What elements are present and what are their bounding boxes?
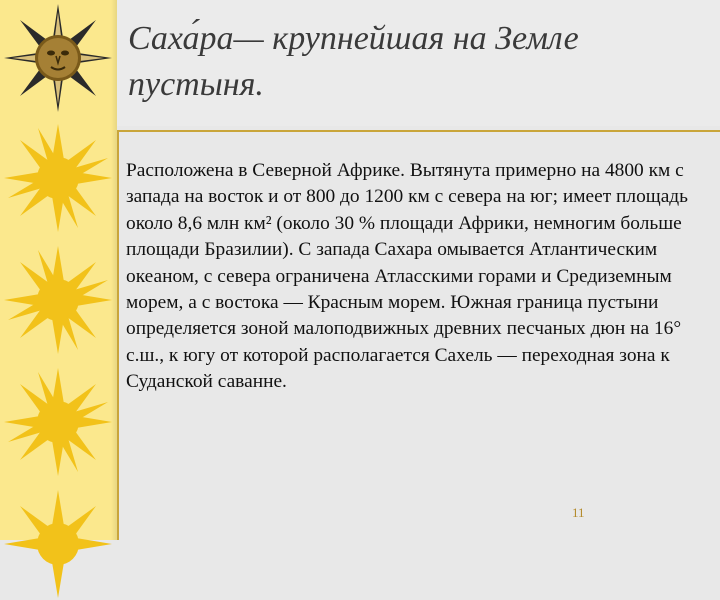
horizontal-divider bbox=[117, 130, 720, 132]
decorative-sidebar bbox=[0, 0, 117, 540]
slide-body-text: Расположена в Северной Африке. Вытянута примерно на 4800 км с запада на восток и от 800 до 1200 км с севера на юг; имеет площадь около 8,6 млн км² (около 30 % площади Африки, немногим больше площади Бразилии). С запада Сахара омывается Атлантическим океаном, с севера ограничена Атласскими горами и Средиземным морем, а с востока — Красным морем. Южная граница пустыни определяется зоной малоподвижных древних песчаных дюн на 16° с.ш., к югу от которой располагается Сахель — переходная зона к Суданской саванне. bbox=[126, 160, 689, 393]
vertical-divider bbox=[117, 132, 119, 540]
sun-icon bbox=[2, 366, 114, 478]
sun-icon bbox=[2, 488, 114, 600]
sun-icon bbox=[2, 122, 114, 234]
sun-icon bbox=[2, 244, 114, 356]
page-number: 11 bbox=[572, 505, 585, 520]
sun-face-icon bbox=[2, 2, 114, 114]
slide-title: Саха́ра— крупнейшая на Земле пустыня. bbox=[128, 20, 579, 103]
